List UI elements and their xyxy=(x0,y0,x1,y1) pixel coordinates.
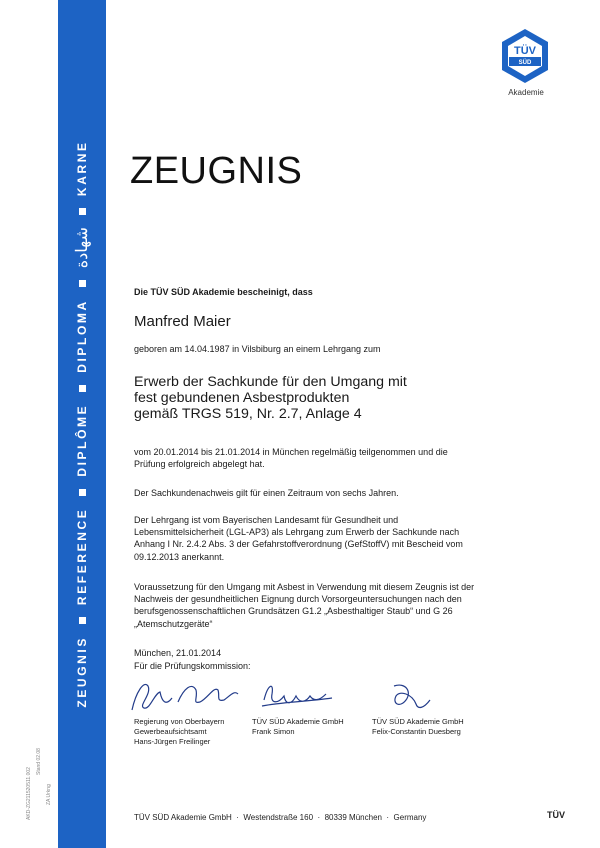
band-word-diploma: DIPLOMA xyxy=(75,299,89,373)
band-separator xyxy=(79,208,86,215)
signatory-2-org: TÜV SÜD Akademie GmbH xyxy=(252,717,344,726)
band-word-diplome: DIPLÔME xyxy=(75,403,89,477)
signatory-1-name: Hans-Jürgen Freilinger xyxy=(134,737,211,746)
course-title xyxy=(134,374,407,422)
precondition-paragraph: Voraussetzung für den Umgang mit Asbest in Verwendung mit diesem Zeugnis ist der Nachweis der gesundheitlichen Eignung durch Vorsorgeuntersuchungen nach den berufsgenossenschaftlichen Grundsätzen G1.2 „Asbesthaltiger Staub“ und G 26 „Atemschutzgeräte“ xyxy=(134,582,475,629)
attendance-paragraph: vom 20.01.2014 bis 21.01.2014 in München regelmäßig teilgenommen und die Prüfung erfolgreich abgelegt hat. xyxy=(134,447,448,470)
tuv-sud-logo-icon xyxy=(500,28,550,84)
recipient-name: Manfred Maier xyxy=(134,313,231,330)
course-line-1: Erwerb der Sachkunde für den Umgang mit xyxy=(134,374,407,390)
signatory-3 xyxy=(372,717,464,737)
birth-line: geboren am 14.04.1987 in Vilsbiburg an einem Lehrgang zum xyxy=(134,344,381,354)
footer-address: TÜV SÜD Akademie GmbH · Westendstraße 160 · 80339 München · Germany xyxy=(134,813,427,822)
band-separator xyxy=(79,617,86,624)
signatory-2-name: Frank Simon xyxy=(252,727,295,736)
signatory-3-name: Felix-Constantin Duesberg xyxy=(372,727,461,736)
recognition-paragraph: Der Lehrgang ist vom Bayerischen Landesamt für Gesundheit und Lebensmittelsicherheit (LGL-AP3) als Lehrgang zum Erwerb der Sachkunde nach Anhang I Nr. 2.4.2 Abs. 3 der Gefahrstoffverordnung (GefStoffV) mit Bescheid vom 09.12.2013 anerkannt. xyxy=(134,515,463,562)
signatory-1 xyxy=(134,717,224,747)
band-separator xyxy=(79,280,86,287)
logo-caption: Akademie xyxy=(508,88,544,97)
signature-simon xyxy=(258,676,338,716)
signatory-3-org: TÜV SÜD Akademie GmbH xyxy=(372,717,464,726)
band-word-arabic: شهادة xyxy=(74,227,91,269)
band-word-zeugnis: ZEUGNIS xyxy=(75,636,89,708)
validity-paragraph: Der Sachkundenachweis gilt für einen Zeitraum von sechs Jahren. xyxy=(134,488,399,498)
certificate-title: ZEUGNIS xyxy=(130,150,303,192)
logo-text: TÜV xyxy=(514,45,536,57)
signature-duesberg xyxy=(384,678,444,718)
intro-line: Die TÜV SÜD Akademie bescheinigt, dass xyxy=(134,287,313,297)
document-code: AKD-ZG211520511.002 xyxy=(26,767,32,820)
signatory-2 xyxy=(252,717,344,737)
band-separator xyxy=(79,385,86,392)
band-word-karne: KARNE xyxy=(75,140,89,197)
signatory-1-org: Regierung von Oberbayern xyxy=(134,717,225,726)
document-ref: ZA Urkng xyxy=(46,784,52,805)
commission-label: Für die Prüfungskommission: xyxy=(134,661,251,671)
footer-logo: TÜV xyxy=(547,810,565,820)
document-version: Stand 02.08 xyxy=(36,748,42,775)
side-band-text xyxy=(67,0,97,848)
signatory-1-dept: Gewerbeaufsichtsamt xyxy=(134,727,207,736)
logo-subtext: SÜD xyxy=(518,60,532,66)
course-line-2: fest gebundenen Asbestprodukten xyxy=(134,390,350,406)
band-separator xyxy=(79,489,86,496)
place-date: München, 21.01.2014 xyxy=(134,648,222,658)
signature-freilinger xyxy=(122,672,252,722)
course-line-3: gemäß TRGS 519, Nr. 2.7, Anlage 4 xyxy=(134,406,362,422)
band-word-reference: REFERENCE xyxy=(75,507,89,606)
